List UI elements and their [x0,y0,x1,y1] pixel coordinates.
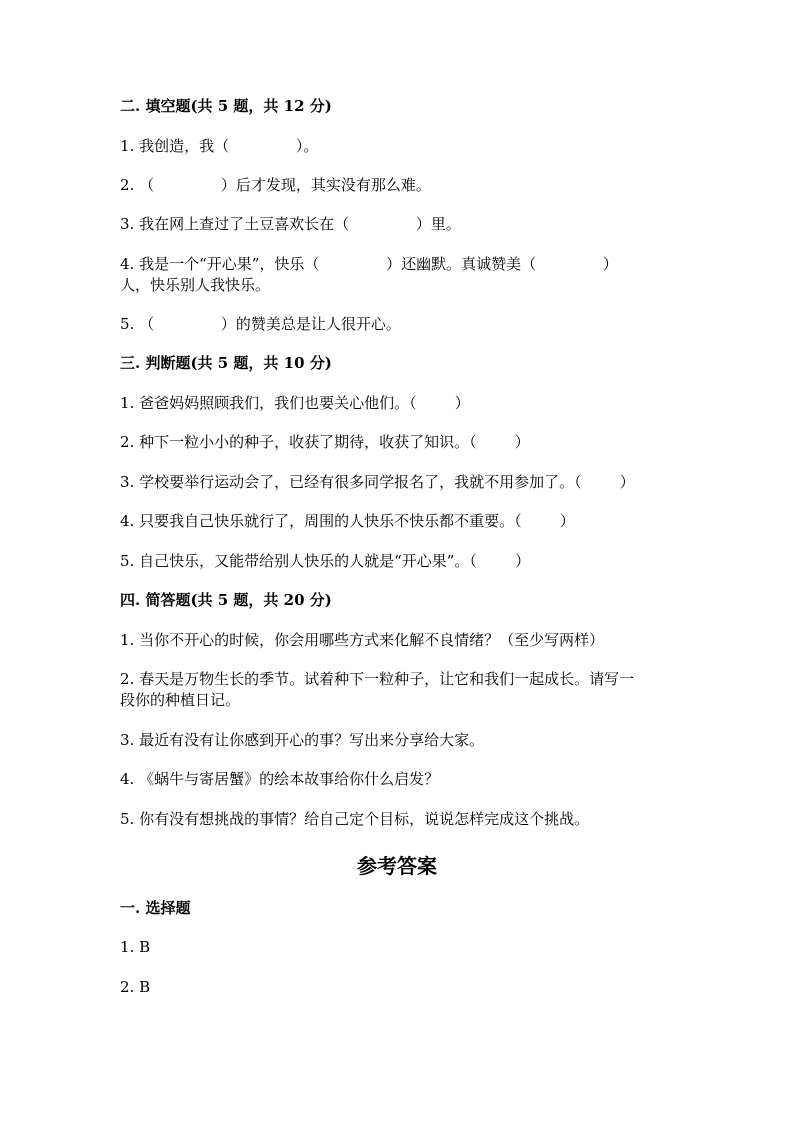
question-item: 2. 春天是万物生长的季节。试着种下一粒种子，让它和我们一起成长。请写一 [120,670,635,688]
section-heading: 二. 填空题(共 5 题，共 12 分) [120,97,332,115]
section-heading: 四. 简答题(共 5 题，共 20 分) [120,591,332,609]
question-item: 4. 《蜗牛与寄居蟹》的绘本故事给你什么启发？ [120,770,440,788]
answer-item: 1. B [120,938,151,956]
question-item: 2. 种下一粒小小的种子，收获了期待，收获了知识。（ ） [120,433,530,451]
question-item: 1. 爸爸妈妈照顾我们，我们也要关心他们。（ ） [120,394,470,412]
question-item: 5. 自己快乐，又能带给别人快乐的人就是“开心果”。（ ） [120,552,531,570]
section-heading: 三. 判断题(共 5 题，共 10 分) [120,354,332,372]
question-item: 2. （ ）后才发现，其实没有那么难。 [120,176,431,194]
question-item: 4. 只要我自己快乐就行了，周围的人快乐不快乐都不重要。（ ） [120,512,575,530]
question-item: 1. 当你不开心的时候，你会用哪些方式来化解不良情绪？（至少写两样） [120,631,605,649]
question-item: 3. 我在网上查过了土豆喜欢长在（ ）里。 [120,215,461,233]
question-item: 5. 你有没有想挑战的事情？给自己定个目标，说说怎样完成这个挑战。 [120,810,590,828]
question-item: 4. 我是一个“开心果”，快乐（ ）还幽默。真诚赞美（ ） [120,255,618,273]
question-item: 5. （ ）的赞美总是让人很开心。 [120,315,401,333]
question-item: 3. 最近有没有让你感到开心的事？写出来分享给大家。 [120,731,485,749]
answer-item: 2. B [120,978,151,996]
question-item: 1. 我创造，我（ ）。 [120,137,319,155]
section-heading: 一. 选择题 [120,899,191,917]
question-item-continued: 段你的种植日记。 [120,691,241,709]
question-item-continued: 人，快乐别人我快乐。 [120,276,271,294]
question-item: 3. 学校要举行运动会了，已经有很多同学报名了，我就不用参加了。（ ） [120,473,635,491]
answers-title: 参考答案 [357,854,437,878]
